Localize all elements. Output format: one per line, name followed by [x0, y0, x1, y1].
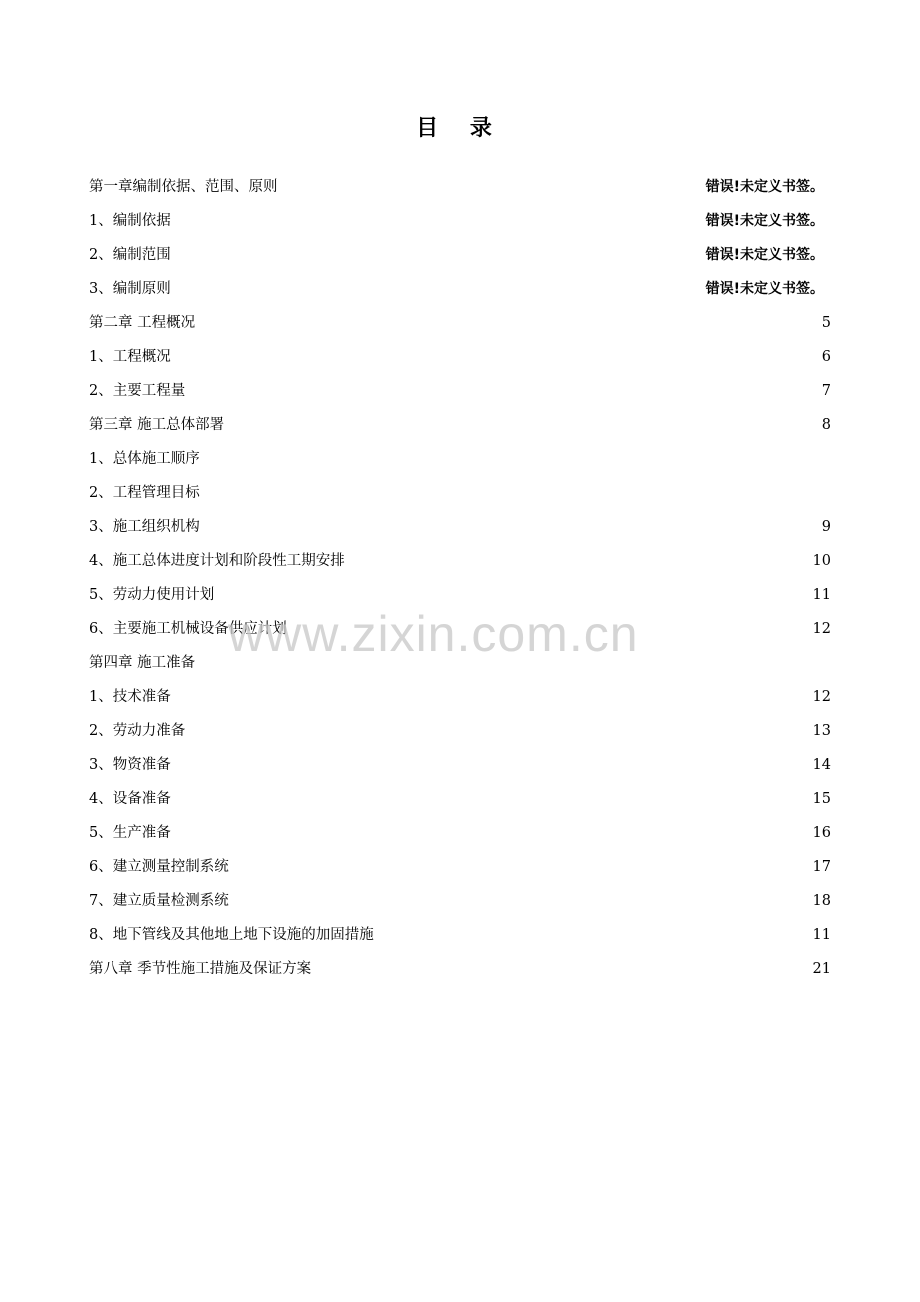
toc-entry-label: 7、建立质量检测系统 [89, 893, 229, 909]
toc-entry-label: 2、工程管理目标 [89, 485, 200, 501]
toc-entry-page: 16 [812, 825, 831, 841]
toc-entry-page: 13 [812, 723, 831, 739]
toc-entry[interactable] [89, 680, 831, 714]
watermark: www.zixin.com.cn [228, 606, 639, 662]
toc-entry-page: 11 [812, 927, 831, 943]
toc-entry-page: 8 [821, 417, 831, 433]
toc-entry[interactable] [89, 714, 831, 748]
toc-entry-page: 10 [812, 553, 831, 569]
toc-entry-page: 9 [821, 519, 831, 535]
toc-entry[interactable] [89, 476, 831, 510]
toc-entry[interactable] [89, 306, 831, 340]
toc-entry[interactable] [89, 816, 831, 850]
toc-entry[interactable] [89, 782, 831, 816]
toc-entry-page: 5 [821, 315, 831, 331]
toc-entry-label: 第二章 工程概况 [89, 315, 196, 331]
toc-entry[interactable] [89, 204, 831, 238]
toc-entry-page: 18 [812, 893, 831, 909]
toc-entry[interactable] [89, 748, 831, 782]
toc-entry[interactable] [89, 408, 831, 442]
toc-entry-label: 5、劳动力使用计划 [89, 587, 215, 603]
toc-entry-page: 7 [821, 383, 831, 399]
toc-entry-label: 2、主要工程量 [89, 383, 186, 399]
toc-entry[interactable] [89, 578, 831, 612]
toc-entry-page: 错误!未定义书签。 [705, 281, 824, 297]
toc-entry-label: 8、地下管线及其他地上地下设施的加固措施 [89, 927, 374, 943]
toc-entry-page: 14 [812, 757, 831, 773]
toc-entry-page: 17 [812, 859, 831, 875]
toc-entry[interactable] [89, 918, 831, 952]
toc-entry[interactable] [89, 952, 831, 986]
toc-entry[interactable] [89, 544, 831, 578]
toc-entry-label: 1、总体施工顺序 [89, 451, 200, 467]
toc-entry[interactable] [89, 646, 831, 680]
toc-entry-page: 11 [812, 587, 831, 603]
toc-entry[interactable] [89, 850, 831, 884]
toc-entry-label: 1、编制依据 [89, 213, 171, 229]
toc-entry-label: 3、施工组织机构 [89, 519, 200, 535]
toc-entry-label: 1、工程概况 [89, 349, 171, 365]
toc-entry-label: 4、施工总体进度计划和阶段性工期安排 [89, 553, 345, 569]
toc-entry-label: 4、设备准备 [89, 791, 171, 807]
toc-entry-label: 第三章 施工总体部署 [89, 417, 225, 433]
toc-entry-label: 6、建立测量控制系统 [89, 859, 229, 875]
toc-entry-label: 5、生产准备 [89, 825, 171, 841]
toc-entry[interactable] [89, 510, 831, 544]
toc-entry-label: 1、技术准备 [89, 689, 171, 705]
toc-entry-page: 错误!未定义书签。 [705, 179, 824, 195]
toc-entry-label: 3、物资准备 [89, 757, 171, 773]
toc-entry-label: 第一章编制依据、范围、原则 [89, 179, 278, 195]
toc-entry-page: 15 [812, 791, 831, 807]
toc-entry[interactable] [89, 340, 831, 374]
toc-entry-page: 错误!未定义书签。 [705, 213, 824, 229]
toc-entry-label: 2、劳动力准备 [89, 723, 186, 739]
toc-title: 目 录 [416, 116, 504, 141]
toc-entry-page: 错误!未定义书签。 [705, 247, 824, 263]
toc-entry[interactable] [89, 170, 831, 204]
toc-entry-label: 3、编制原则 [89, 281, 171, 297]
toc-entry-page: 12 [812, 621, 831, 637]
toc-entry-page: 12 [812, 689, 831, 705]
toc-entry[interactable] [89, 374, 831, 408]
toc-entry[interactable] [89, 238, 831, 272]
toc-entry-label: 第四章 施工准备 [89, 655, 196, 671]
toc-entry[interactable] [89, 272, 831, 306]
toc-entry-label: 6、主要施工机械设备供应计划 [89, 621, 287, 637]
toc-list [89, 170, 831, 986]
toc-entry-page: 6 [821, 349, 831, 365]
toc-entry-label: 第八章 季节性施工措施及保证方案 [89, 961, 312, 977]
toc-entry-page: 21 [812, 961, 831, 977]
toc-entry[interactable] [89, 884, 831, 918]
toc-entry-label: 2、编制范围 [89, 247, 171, 263]
toc-entry[interactable] [89, 442, 831, 476]
toc-entry[interactable] [89, 612, 831, 646]
